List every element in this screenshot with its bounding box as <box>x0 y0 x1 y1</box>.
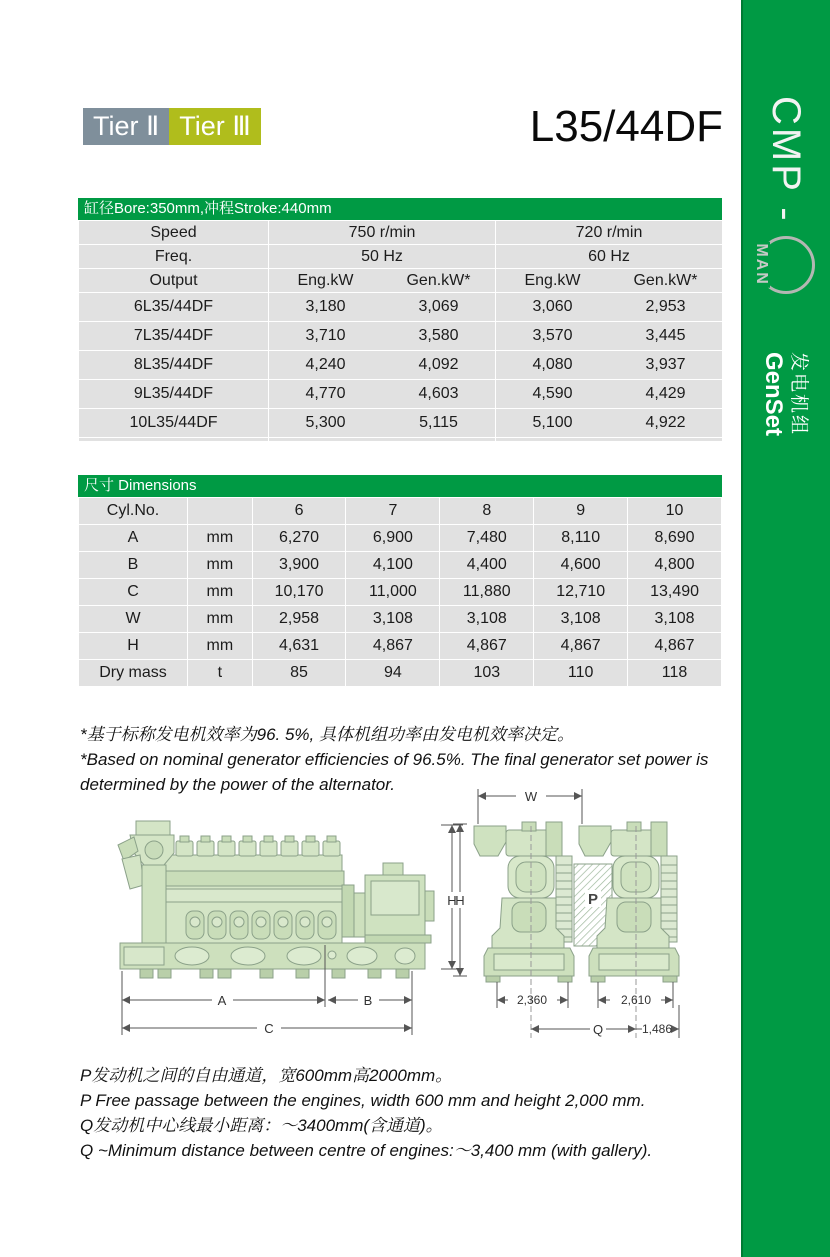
value-cell: 13,490 <box>628 579 722 606</box>
dim-value-2610: 2,610 <box>620 993 652 1007</box>
efficiency-note-en-line2: determined by the power of the alternator. <box>80 775 395 794</box>
dim-label: W <box>79 606 188 633</box>
value-cell: 4,600 <box>534 552 628 579</box>
speed-label: Speed <box>79 221 269 245</box>
cyl-label: Cyl.No. <box>79 498 188 525</box>
col-eng-kw-60: Eng.kW <box>524 271 581 289</box>
speed-60hz: 720 r/min <box>496 221 723 245</box>
tier2-badge: Tier Ⅱ <box>83 108 169 145</box>
unit-cell <box>188 498 253 525</box>
efficiency-note-zh: *基于标称发电机效率为96. 5%, 具体机组功率由发电机效率决定。 <box>80 725 574 744</box>
freq-50hz: 50 Hz <box>269 245 496 269</box>
col-gen-kw-50: Gen.kW* <box>406 271 471 289</box>
unit-cell: mm <box>188 525 253 552</box>
value-cell: 11,000 <box>346 579 440 606</box>
tier-badges <box>83 108 261 145</box>
dim-label: B <box>79 552 188 579</box>
value-cell: 6,270 <box>252 525 346 552</box>
table-row-10l <box>79 409 723 438</box>
value-cell: 3,580 <box>418 327 459 344</box>
unit-cell: mm <box>188 552 253 579</box>
side-view-drawing <box>100 795 470 1055</box>
passage-note-q-en: Q ~Minimum distance between centre of engines:～3,400 mm (with gallery). <box>80 1141 653 1160</box>
model-cell: 10L35/44DF <box>79 409 269 438</box>
value-cell: 3,445 <box>645 327 686 344</box>
value-cell: 4,429 <box>645 385 686 402</box>
value-cell: 4,240 <box>305 356 346 373</box>
cyl-9: 9 <box>534 498 628 525</box>
dim-label-w: W <box>524 789 538 804</box>
value-cell: 3,108 <box>346 606 440 633</box>
freq-60hz: 60 Hz <box>496 245 723 269</box>
cyl-8: 8 <box>440 498 534 525</box>
passage-note-p-en: P Free passage between the engines, width 600 mm and height 2,000 mm. <box>80 1091 646 1110</box>
passage-label: P <box>587 891 599 908</box>
value-cell: 4,590 <box>532 385 573 402</box>
value-cell: 2,953 <box>645 298 686 315</box>
table-row-6l <box>79 293 723 322</box>
brand-sidebar <box>741 0 830 1257</box>
freq-row <box>79 245 723 269</box>
table-row-9l <box>79 380 723 409</box>
model-cell: 6L35/44DF <box>79 293 269 322</box>
product-name-en: GenSet <box>760 352 788 437</box>
man-logo-label: MAN <box>753 243 770 286</box>
passage-note-q-zh: Q发动机中心线最小距离：～3400mm(含通道)。 <box>80 1116 443 1135</box>
dimensions-table <box>78 497 722 687</box>
table-row-8l <box>79 351 723 380</box>
value-cell: 4,092 <box>418 356 459 373</box>
man-logo <box>753 236 815 294</box>
value-cell: 5,115 <box>419 414 458 431</box>
dim-label-h: H <box>447 893 457 908</box>
value-cell: 85 <box>252 660 346 687</box>
passage-note-p-zh: P发动机之间的自由通道，宽600mm高2000mm。 <box>80 1066 453 1085</box>
output-table-header: 缸径Bore:350mm,冲程Stroke:440mm <box>78 198 722 220</box>
value-cell: 103 <box>440 660 534 687</box>
dim-label-h: H <box>455 893 465 908</box>
value-cell: 4,603 <box>418 385 459 402</box>
model-cell: 7L35/44DF <box>79 322 269 351</box>
dimensions-table-header: 尺寸 Dimensions <box>78 475 722 497</box>
value-cell: 10,170 <box>252 579 346 606</box>
value-cell: 3,108 <box>628 606 722 633</box>
efficiency-note-en-line1: *Based on nominal generator efficiencies of 96.5%. The final generator set power is <box>80 750 709 769</box>
table-row-7l <box>79 322 723 351</box>
dim-label-c: C <box>264 1021 274 1036</box>
value-cell: 3,180 <box>305 298 346 315</box>
value-cell: 4,800 <box>628 552 722 579</box>
value-cell: 4,867 <box>346 633 440 660</box>
unit-cell: mm <box>188 579 253 606</box>
tier3-badge: Tier Ⅲ <box>169 108 261 145</box>
value-cell: 6,900 <box>346 525 440 552</box>
value-cell: 118 <box>628 660 722 687</box>
passage-note <box>80 1063 770 1163</box>
col-gen-kw-60: Gen.kW* <box>633 271 698 289</box>
dim-value-1486: 1,486 <box>641 1022 673 1036</box>
value-cell: 110 <box>534 660 628 687</box>
dim-label-a: A <box>217 993 227 1008</box>
value-cell: 3,900 <box>252 552 346 579</box>
value-cell: 3,108 <box>440 606 534 633</box>
value-cell: 11,880 <box>440 579 534 606</box>
value-cell: 8,110 <box>534 525 628 552</box>
value-cell: 4,770 <box>305 385 346 402</box>
dim-row-h <box>79 633 722 660</box>
value-cell: 3,060 <box>532 298 573 315</box>
output-header-row <box>79 269 723 293</box>
value-cell: 2,958 <box>252 606 346 633</box>
value-cell: 4,867 <box>440 633 534 660</box>
value-cell: 3,108 <box>534 606 628 633</box>
dim-row-drymass <box>79 660 722 687</box>
product-name-zh: 发电机组 <box>788 352 809 437</box>
dim-label: H <box>79 633 188 660</box>
dim-label: A <box>79 525 188 552</box>
unit-cell: t <box>188 660 253 687</box>
col-eng-kw-50: Eng.kW <box>297 271 354 289</box>
value-cell: 4,922 <box>645 414 686 431</box>
dim-label-q: Q <box>592 1022 604 1037</box>
value-cell: 8,690 <box>628 525 722 552</box>
cyl-10: 10 <box>628 498 722 525</box>
speed-row <box>79 221 723 245</box>
dim-label: C <box>79 579 188 606</box>
value-cell: 4,400 <box>440 552 534 579</box>
value-cell: 7,480 <box>440 525 534 552</box>
dim-row-w <box>79 606 722 633</box>
table-spacer-row <box>79 438 723 442</box>
value-cell: 3,710 <box>305 327 346 344</box>
value-cell: 4,631 <box>252 633 346 660</box>
speed-50hz: 750 r/min <box>269 221 496 245</box>
value-cell: 12,710 <box>534 579 628 606</box>
model-cell: 8L35/44DF <box>79 351 269 380</box>
page-title: L35/44DF <box>529 102 723 151</box>
value-cell: 4,867 <box>534 633 628 660</box>
end-view-drawing <box>450 780 740 1058</box>
brand-block <box>751 96 821 294</box>
value-cell: 4,867 <box>628 633 722 660</box>
value-cell: 5,100 <box>532 414 573 431</box>
value-cell: 3,069 <box>418 298 459 315</box>
value-cell: 4,080 <box>532 356 573 373</box>
output-table <box>78 220 723 442</box>
dim-row-c <box>79 579 722 606</box>
dim-row-b <box>79 552 722 579</box>
value-cell: 94 <box>346 660 440 687</box>
value-cell: 3,937 <box>645 356 686 373</box>
unit-cell: mm <box>188 633 253 660</box>
dim-label-b: B <box>363 993 373 1008</box>
output-label: Output <box>79 269 269 293</box>
dim-value-2360: 2,360 <box>516 993 548 1007</box>
value-cell: 4,100 <box>346 552 440 579</box>
cyl-6: 6 <box>252 498 346 525</box>
dim-label: Dry mass <box>79 660 188 687</box>
value-cell: 3,570 <box>532 327 573 344</box>
value-cell: 5,300 <box>305 414 346 431</box>
dim-row-a <box>79 525 722 552</box>
unit-cell: mm <box>188 606 253 633</box>
freq-label: Freq. <box>79 245 269 269</box>
cyl-7: 7 <box>346 498 440 525</box>
model-cell: 9L35/44DF <box>79 380 269 409</box>
cylinders-header-row <box>79 498 722 525</box>
brand-prefix-label: CMP - <box>764 96 809 224</box>
product-block <box>760 352 809 436</box>
